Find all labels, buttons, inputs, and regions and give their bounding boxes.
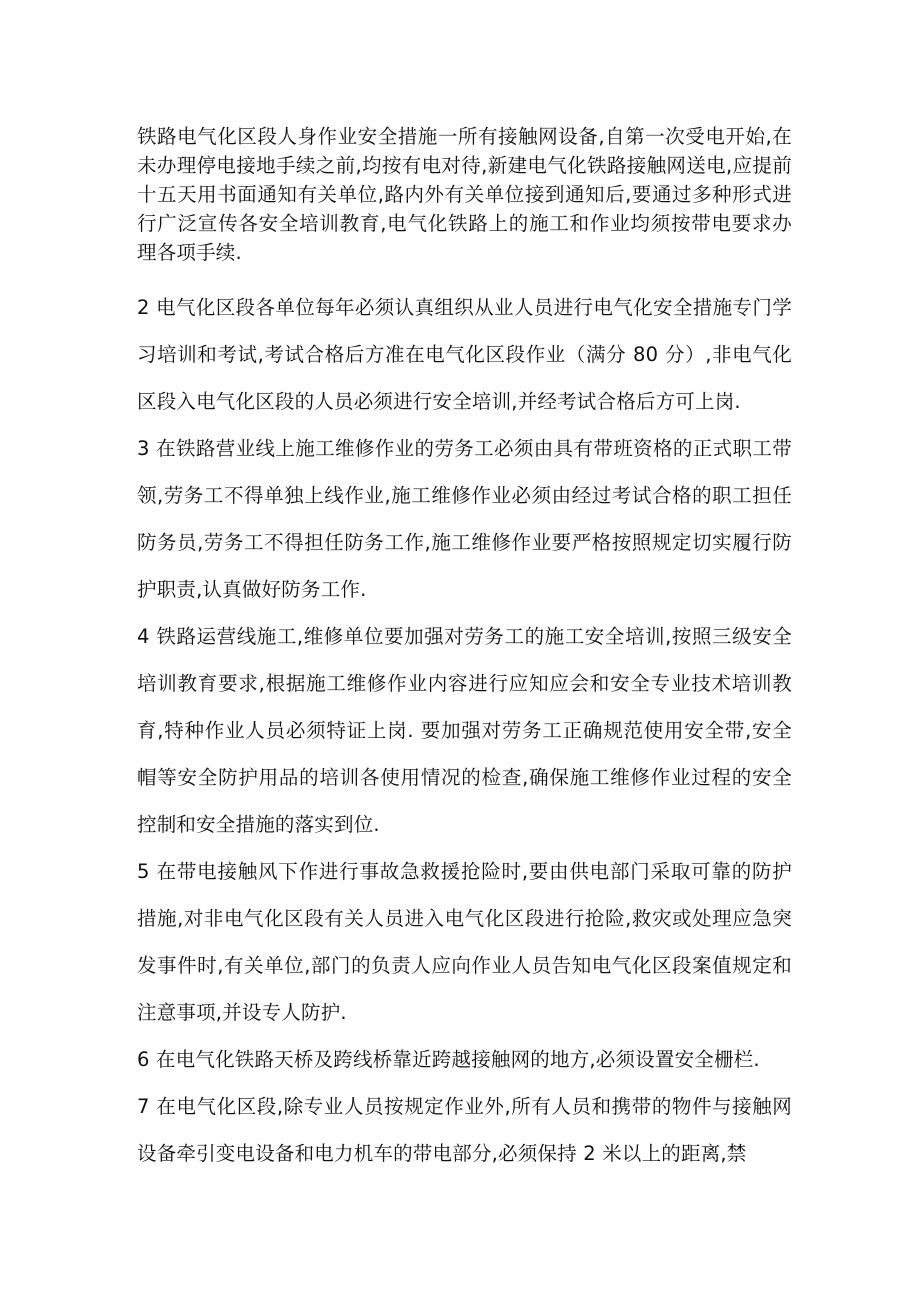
- paragraph-4: 4 铁路运营线施工,维修单位要加强对劳务工的施工安全培训,按照三级安全培训教育要求,根据施工维修作业内容进行应知应会和安全专业技术培训教育,特种作业人员必须特证上岗. 要加强对劳务工正确规范使用安全带,安全帽等安全防护用品的培训各使用情况的检查,确保施工维修作业过程的安全控制和安全措施的落实到位.: [137, 625, 792, 836]
- paragraph-5: 5 在带电接触风下作进行事故急救援抢险时,要由供电部门采取可靠的防护措施,对非电气化区段有关人员进入电气化区段进行抢险,救灾或处理应急突发事件时,有关单位,部门的负责人应向作业人员告知电气化区段案值规定和注意事项,并设专人防护.: [137, 860, 792, 1024]
- paragraph-6: 6 在电气化铁路天桥及跨线桥靠近跨越接触网的地方,必须设置安全栅栏.: [137, 1048, 760, 1071]
- paragraph-7: 7 在电气化区段,除专业人员按规定作业外,所有人员和携带的物件与接触网设备牵引变电设备和电力机车的带电部分,必须保持 2 米以上的距离,禁: [137, 1095, 792, 1165]
- paragraph-2: 2 电气化区段各单位每年必须认真组织从业人员进行电气化安全措施专门学习培训和考试,考试合格后方准在电气化区段作业（满分 80 分）,非电气化区段入电气化区段的人员必须进行安全培训,并经考试合格后方可上岗.: [137, 296, 792, 413]
- paragraph-3: 3 在铁路营业线上施工维修作业的劳务工必须由具有带班资格的正式职工带领,劳务工不得单独上线作业,施工维修作业必须由经过考试合格的职工担任防务员,劳务工不得担任防务工作,施工维修作业要严格按照规定切实履行防护职责,认真做好防务工作.: [137, 437, 792, 601]
- paragraph-intro: 铁路电气化区段人身作业安全措施一所有接触网设备,自第一次受电开始,在未办理停电接地手续之前,均按有电对待,新建电气化铁路接触网送电,应提前十五天用书面通知有关单位,路内外有关单位接到通知后,要通过多种形式进行广泛宣传各安全培训教育,电气化铁路上的施工和作业均须按带电要求办理各项手续.: [137, 125, 792, 264]
